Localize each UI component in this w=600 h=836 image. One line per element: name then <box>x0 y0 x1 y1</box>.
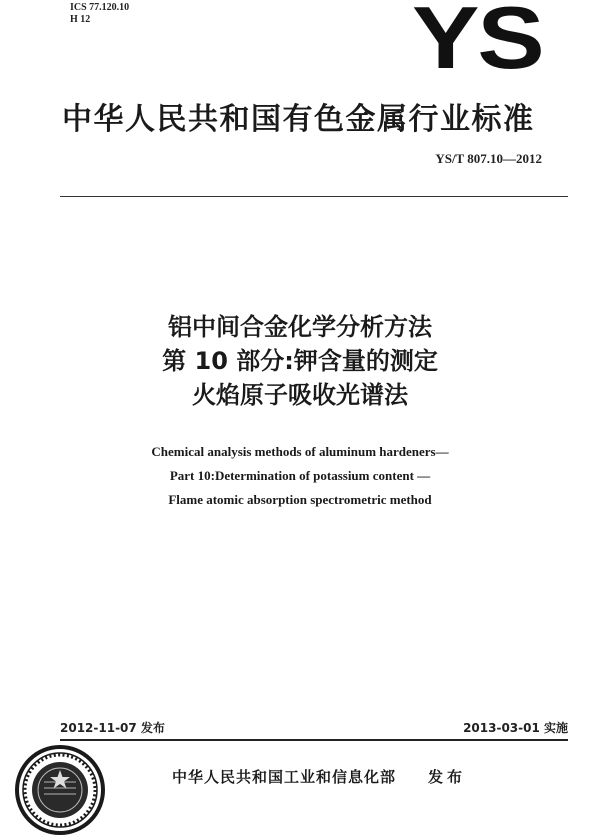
english-title-line-1: Chemical analysis methods of aluminum hardeners— <box>151 444 449 459</box>
issuing-authority: 中华人民共和国工业和信息化部 <box>172 768 397 786</box>
implementation-date: 2013-03-01 实施 <box>463 721 568 735</box>
chinese-title-line-3: 火焰原子吸收光谱法 <box>192 381 408 409</box>
top-divider <box>60 196 568 197</box>
standard-number: YS/T 807.10—2012 <box>435 151 542 166</box>
english-title <box>0 440 600 512</box>
english-title-line-3: Flame atomic absorption spectrometric method <box>168 492 432 507</box>
ics-code: ICS 77.120.10 <box>70 2 130 13</box>
standard-organization: 中华人民共和国有色金属行业标准 <box>62 102 535 137</box>
bottom-divider <box>60 739 568 741</box>
chinese-title-line-2: 第 10 部分:钾含量的测定 <box>162 347 438 375</box>
ministry-seal-icon <box>14 744 106 836</box>
chinese-title-line-1: 铝中间合金化学分析方法 <box>168 313 432 341</box>
issue-action: 发布 <box>428 768 467 786</box>
english-title-line-2: Part 10:Determination of potassium content — <box>169 468 431 483</box>
issue-date: 2012-11-07 发布 <box>60 721 165 735</box>
ccs-code: H 12 <box>70 14 91 25</box>
ys-logo: YS <box>412 0 543 87</box>
chinese-title <box>0 310 600 412</box>
